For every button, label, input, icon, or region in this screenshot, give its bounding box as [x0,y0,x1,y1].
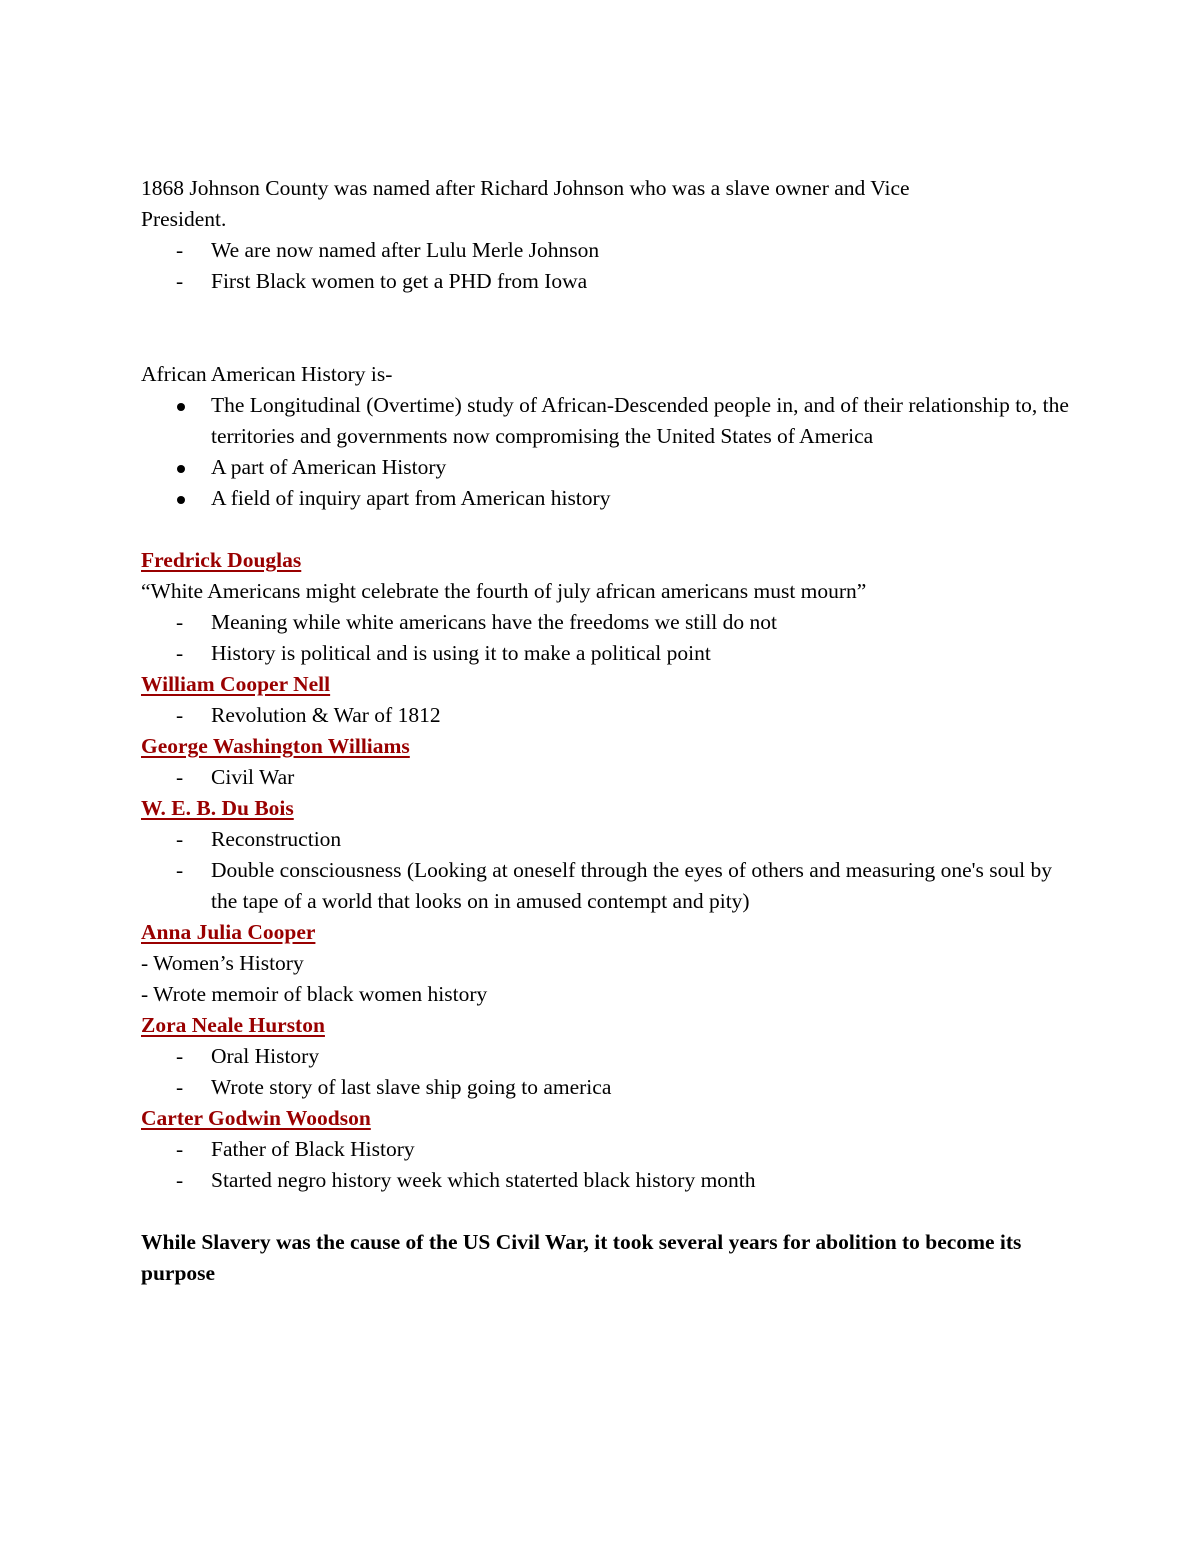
bullet-dot-icon [177,465,185,473]
list-item-text: Revolution & War of 1812 [211,703,441,727]
dash-marker: - [176,1168,184,1192]
list-item [141,638,1071,669]
list-item [141,266,1071,297]
bullet-dot-icon [177,403,185,411]
list-item-text: Double consciousness (Looking at oneself through the eyes of others and measuring one's soul by the tape of a world that looks on in amused contempt and pity) [211,858,1053,913]
list-item-text: First Black women to get a PHD from Iowa [211,269,588,293]
heading-link-dubois[interactable]: W. E. B. Du Bois [141,796,294,820]
heading-link-douglas[interactable]: Fredrick Douglas [141,548,302,572]
bullet-item-text: A field of inquiry apart from American history [211,486,611,510]
heading-link-williams[interactable]: George Washington Williams [141,734,410,758]
bullet-item-text: The Longitudinal (Overtime) study of African-Descended people in, and of their relationship to, the territories and governments now compromising the United States of America [211,393,1069,448]
list-item [141,855,1071,917]
dash-marker: - [176,858,184,882]
closing-paragraph: While Slavery was the cause of the US Civil War, it took several years for abolition to become its purpose [141,1230,1022,1285]
bullet-item-text: A part of American History [211,455,447,479]
intro-line-1: 1868 Johnson County was named after Richard Johnson who was a slave owner and Vice [141,176,910,200]
list-item [141,700,1071,731]
dash-marker: - [176,610,184,634]
heading-link-woodson[interactable]: Carter Godwin Woodson [141,1106,371,1130]
list-item [141,1134,1071,1165]
dash-marker: - [176,1044,184,1068]
dash-marker: - [176,269,184,293]
heading-link-nell[interactable]: William Cooper Nell [141,672,331,696]
heading-link-hurston[interactable]: Zora Neale Hurston [141,1013,325,1037]
dash-marker: - [176,827,184,851]
list-item [141,1165,1071,1196]
bullet-dot-icon [177,496,185,504]
list-item-text: Reconstruction [211,827,342,851]
list-item [141,1041,1071,1072]
document-page [141,173,1071,1289]
dash-marker: - [176,1075,184,1099]
spacer [141,297,1071,359]
heading-link-cooper[interactable]: Anna Julia Cooper [141,920,316,944]
dash-marker: - [176,238,184,262]
spacer [141,1196,1071,1227]
list-item-text: History is political and is using it to make a political point [211,641,711,665]
list-item [141,607,1071,638]
list-item-text: Started negro history week which staterted black history month [211,1168,756,1192]
spacer [141,514,1071,545]
aah-heading: African American History is- [141,362,393,386]
dash-marker: - [176,641,184,665]
dash-marker: - [176,703,184,727]
cooper-line: - Wrote memoir of black women history [141,982,488,1006]
list-item-text: Wrote story of last slave ship going to america [211,1075,612,1099]
bullet-item [141,483,1071,514]
douglas-quote: “White Americans might celebrate the fourth of july african americans must mourn” [141,579,867,603]
list-item [141,1072,1071,1103]
list-item-text: Oral History [211,1044,320,1068]
dash-marker: - [176,765,184,789]
list-item-text: Civil War [211,765,295,789]
list-item [141,824,1071,855]
cooper-line: - Women’s History [141,951,304,975]
list-item-text: We are now named after Lulu Merle Johnson [211,238,600,262]
intro-line-2: President. [141,207,227,231]
list-item-text: Meaning while white americans have the freedoms we still do not [211,610,778,634]
list-item [141,762,1071,793]
list-item [141,235,1071,266]
dash-marker: - [176,1137,184,1161]
list-item-text: Father of Black History [211,1137,415,1161]
bullet-item [141,452,1071,483]
bullet-item [141,390,1071,452]
